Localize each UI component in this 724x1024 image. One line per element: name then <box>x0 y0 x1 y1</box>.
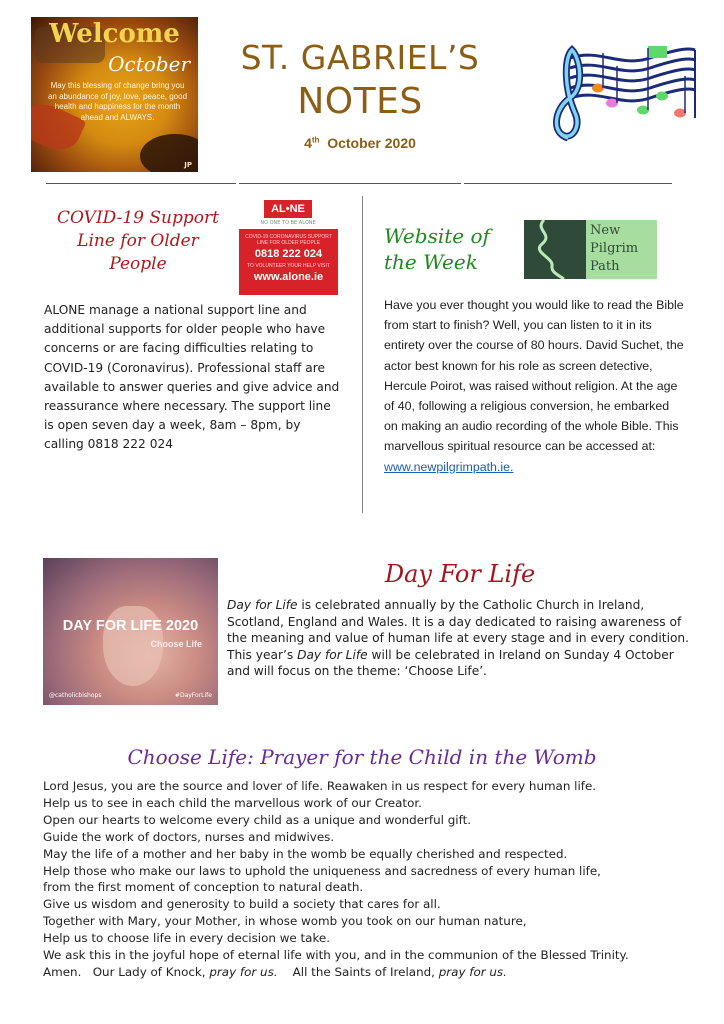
website-of-week-body <box>384 295 684 477</box>
covid-support-heading: COVID-19 Support Line for Older People <box>57 208 219 274</box>
day-for-life-p2-start: This year’s <box>227 647 298 662</box>
alone-support-card <box>239 229 338 295</box>
day-for-life-image-subtitle: Choose Life <box>150 639 202 649</box>
page-title: ST. GABRIEL’S <box>240 38 480 77</box>
new-pilgrim-path-logo <box>524 220 657 279</box>
welcome-october-image <box>31 17 198 172</box>
welcome-image-message: May this blessing of change bring you an abundance of joy, love, peace, good health and happiness for the month ahead and ALWAYS. <box>47 81 188 122</box>
prayer-line: We ask this in the joyful hope of eternal life with you, and in the communion of the Blessed Trinity. <box>43 948 629 963</box>
prayer-heading: Choose Life: Prayer for the Child in the Womb <box>127 745 597 769</box>
website-of-week-heading-line1: Website of <box>384 224 490 248</box>
prayer-line: Help those who make our laws to uphold the uniqueness and sacredness of every human life, <box>43 863 601 878</box>
website-of-week-text: Have you ever thought you would like to read the Bible from start to finish? Well, you can listen to it in its entirety over the course of 80 hours. David Suchet, the actor best known for his role as screen detective, Hercule Poirot, was raised without religion. At the age of 40, following a religious conversion, he embarked on making an audio recording of the whole Bible. This marvellous spiritual resource can be accessed at: <box>384 298 684 454</box>
prayer-line: Guide the work of doctors, nurses and midwives. <box>43 829 335 844</box>
prayer-invocation: pray for us. <box>438 964 507 979</box>
day-for-life-italic: Day for Life <box>297 647 368 662</box>
prayer-line: Help us to see in each child the marvellous work of our Creator. <box>43 795 422 810</box>
prayer-invocation: pray for us. <box>209 964 278 979</box>
prayer-line: Together with Mary, your Mother, in whose womb you took on our human nature, <box>43 914 527 929</box>
welcome-image-subtitle: October <box>108 52 190 76</box>
logo-text-pilgrim: Pilgrim <box>590 241 639 256</box>
column-divider <box>362 196 363 513</box>
website-of-week-heading-line2: the Week <box>384 250 478 274</box>
alone-card-phone: 0818 222 024 <box>254 248 323 260</box>
day-for-life-italic: Day for Life <box>227 598 298 612</box>
prayer-line: Lord Jesus, you are the source and lover of life. Reawaken in us respect for every human life. <box>43 779 597 793</box>
prayer-line: from the first moment of conception to natural death. <box>43 880 364 895</box>
prayer-line: Give us wisdom and generosity to build a society that cares for all. <box>43 897 441 912</box>
day-for-life-heading: Day For Life <box>384 560 536 588</box>
date-month-year: October 2020 <box>327 135 416 151</box>
prayer-body <box>43 778 703 981</box>
day-for-life-body <box>227 597 697 680</box>
page-title-line2: NOTES <box>297 81 423 122</box>
header-divider <box>464 183 672 184</box>
logo-text-new: New <box>590 223 621 238</box>
prayer-line: Help us to choose life in every decision we take. <box>43 931 331 946</box>
prayer-amen: Amen. Our Lady of Knock, <box>43 964 210 979</box>
day-for-life-p1-text: is celebrated annually by the Catholic Church in Ireland, Scotland, England and Wales. It is a day dedicated to raising awareness of the meaning and value of human life at every stage and in every condition. <box>227 598 690 645</box>
alone-tagline: NO ONE TO BE ALONE <box>260 220 316 226</box>
header-divider <box>239 183 461 184</box>
prayer-saints: All the Saints of Ireland, <box>277 964 439 979</box>
prayer-closing <box>43 964 703 981</box>
website-of-week-heading <box>384 223 519 275</box>
new-pilgrim-path-link[interactable]: www.newpilgrimpath.ie. <box>384 459 514 474</box>
logo-text-path: Path <box>590 259 620 274</box>
covid-support-body: ALONE manage a national support line and additional supports for older people who have concerns or are facing difficulties relating to COVID-19 (Coronavirus). Professional staff are available to answer queries and give advice and reassurance where necessary. The support line is open seven day a week, 8am – 8pm, by calling 0818 222 024 <box>44 303 340 452</box>
date-day: 4 <box>304 135 312 151</box>
day-for-life-image-handle: @catholicbishops <box>49 692 102 699</box>
welcome-image-title: Welcome <box>49 19 180 49</box>
date-suffix: th <box>311 135 320 145</box>
path-icon <box>524 220 586 279</box>
day-for-life-image <box>43 558 218 705</box>
welcome-image-badge: JP <box>184 161 192 169</box>
day-for-life-paragraph2 <box>227 647 697 680</box>
day-for-life-image-title: DAY FOR LIFE 2020 <box>62 618 199 634</box>
alone-card-caption: COVID-19 CORONAVIRUS SUPPORT LINE FOR OLDER PEOPLE <box>245 234 332 246</box>
day-for-life-image-hashtag: #DayForLife <box>174 692 212 699</box>
day-for-life-paragraph1 <box>227 597 697 647</box>
prayer-line: Open our hearts to welcome every child as a unique and wonderful gift. <box>43 812 472 827</box>
alone-card-caption2: TO VOLUNTEER YOUR HELP VISIT <box>247 263 330 269</box>
prayer-line: May the life of a mother and her baby in the womb be equally cherished and respected. <box>43 846 568 861</box>
issue-date <box>200 134 520 152</box>
header-divider <box>46 183 236 184</box>
alone-logo: AL•NE <box>264 200 312 218</box>
day-for-life-p2-text: will be celebrated in Ireland on Sunday 4 October and will focus on the theme: ‘Choose Life’. <box>227 647 674 678</box>
alone-card-website: www.alone.ie <box>253 271 324 283</box>
music-notes-icon <box>540 38 700 158</box>
